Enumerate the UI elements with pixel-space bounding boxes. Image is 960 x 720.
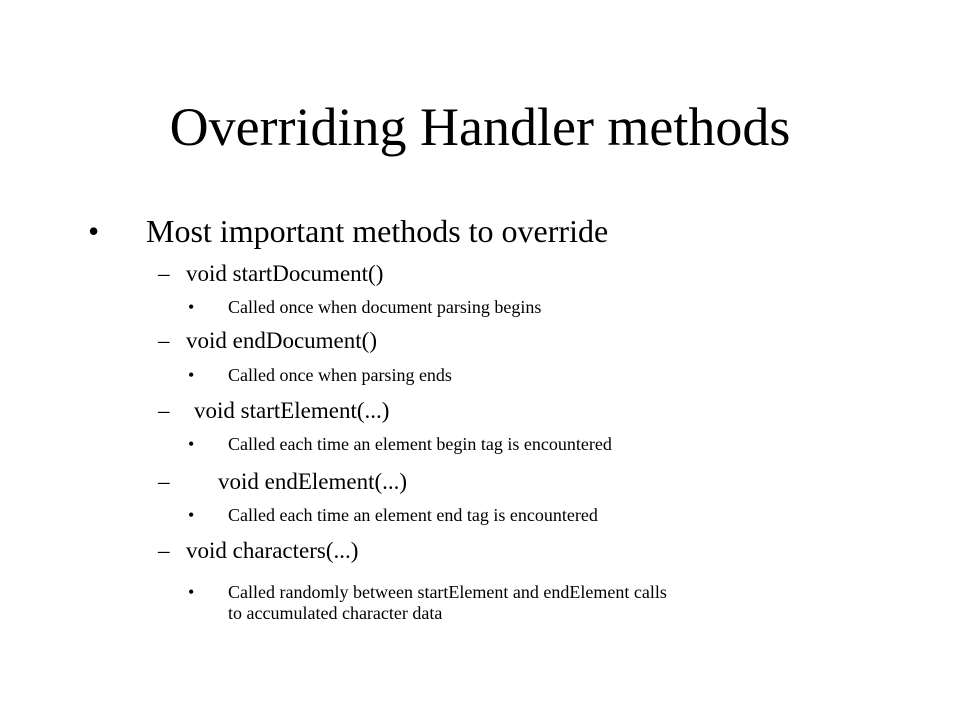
dash-marker: – (158, 538, 170, 563)
desc-start-document: Called once when document parsing begins (228, 297, 542, 317)
method-start-document: void startDocument() (186, 261, 384, 286)
sub-bullet-marker: • (188, 365, 195, 385)
desc-characters-line1: Called randomly between startElement and endElement calls (228, 582, 667, 602)
bullet-text-main: Most important methods to override (146, 213, 609, 249)
desc-characters-line2: to accumulated character data (228, 603, 443, 623)
sub-bullet-marker: • (188, 297, 195, 317)
dash-marker: – (158, 261, 170, 286)
sub-bullet-marker: • (188, 582, 195, 602)
desc-start-element: Called each time an element begin tag is encountered (228, 434, 612, 454)
method-start-element: void startElement(...) (194, 398, 390, 423)
desc-end-element: Called each time an element end tag is encountered (228, 505, 598, 525)
method-end-element: void endElement(...) (218, 469, 408, 494)
sub-bullet-marker: • (188, 434, 195, 454)
dash-marker: – (158, 398, 170, 423)
desc-end-document: Called once when parsing ends (228, 365, 452, 385)
sub-bullet-marker: • (188, 505, 195, 525)
bullet-marker: • (88, 213, 100, 249)
method-end-document: void endDocument() (186, 328, 377, 353)
dash-marker: – (158, 469, 170, 494)
dash-marker: – (158, 328, 170, 353)
method-characters: void characters(...) (186, 538, 359, 563)
slide-title: Overriding Handler methods (169, 97, 791, 157)
